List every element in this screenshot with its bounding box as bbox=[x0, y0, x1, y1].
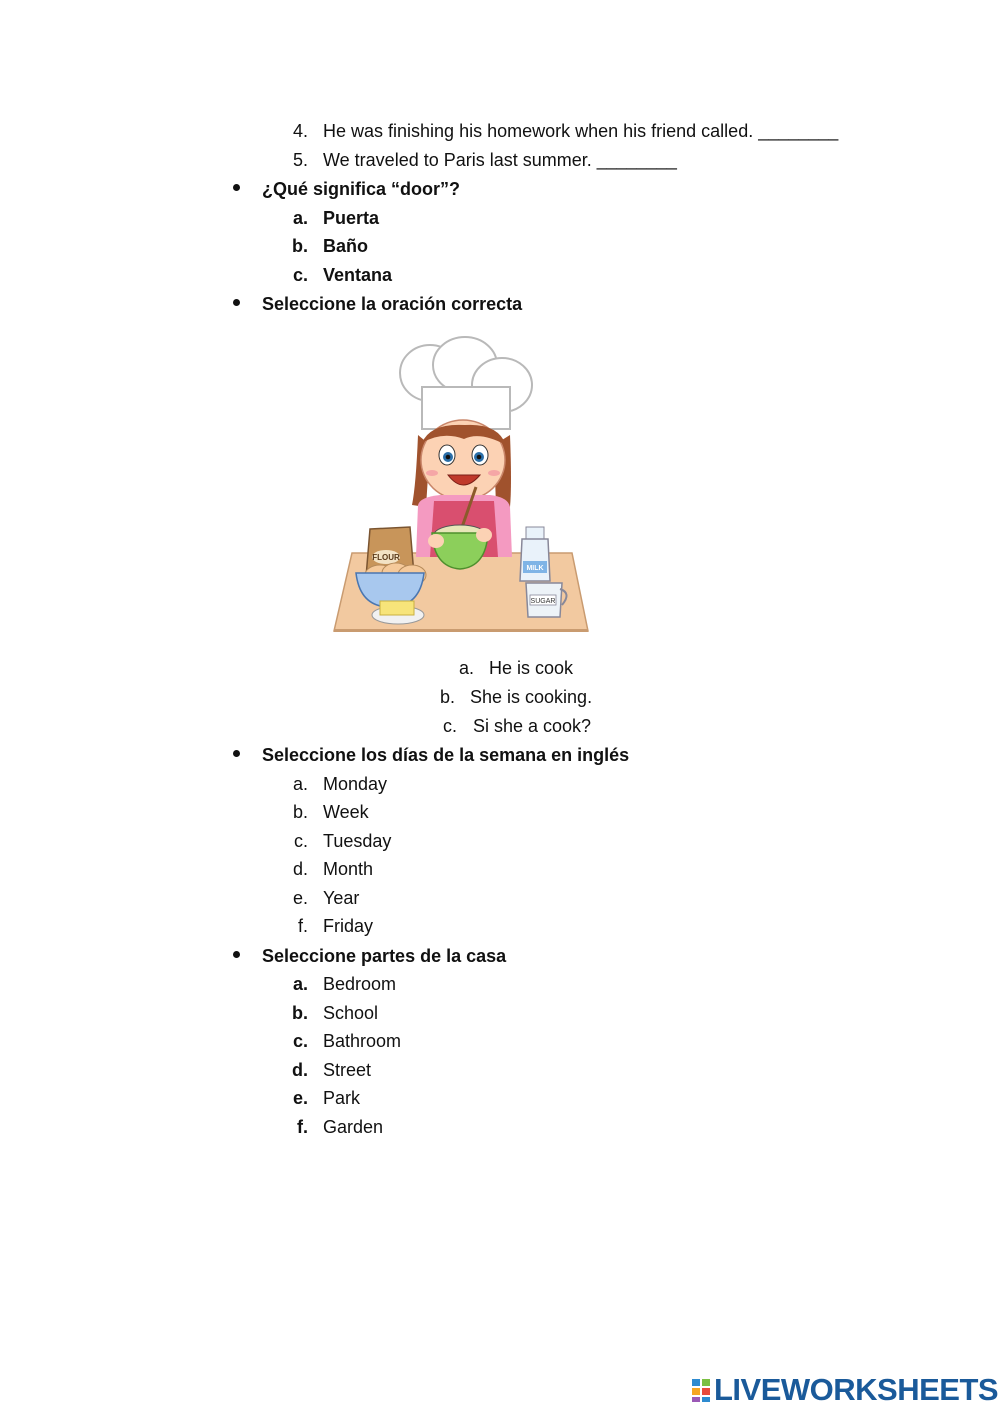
list-number: 5. bbox=[292, 150, 308, 170]
bullet-icon bbox=[232, 945, 242, 955]
sentence-text: He was finishing his homework when his friend called. ________ bbox=[323, 121, 839, 141]
option-bano[interactable]: Baño bbox=[323, 236, 368, 256]
option-week[interactable]: Week bbox=[323, 802, 369, 822]
question-title: Seleccione los días de la semana en inglés bbox=[262, 745, 630, 765]
sugar-label: SUGAR bbox=[530, 598, 556, 605]
option-monday[interactable]: Monday bbox=[323, 774, 388, 794]
question-title: Seleccione partes de la casa bbox=[262, 946, 507, 966]
flour-label: FLOUR bbox=[372, 553, 400, 562]
option-garden[interactable]: Garden bbox=[323, 1117, 384, 1137]
option-park[interactable]: Park bbox=[323, 1088, 361, 1108]
option-marker: f. bbox=[297, 916, 308, 936]
option-bedroom[interactable]: Bedroom bbox=[323, 974, 397, 994]
option-street[interactable]: Street bbox=[323, 1060, 372, 1080]
option-marker: a. bbox=[292, 208, 308, 228]
option-friday[interactable]: Friday bbox=[323, 916, 374, 936]
option-marker: b. bbox=[440, 687, 456, 707]
option-bathroom[interactable]: Bathroom bbox=[323, 1031, 402, 1051]
milk-label: MILK bbox=[526, 565, 544, 572]
option-ventana[interactable]: Ventana bbox=[323, 265, 393, 285]
option-marker: e. bbox=[292, 888, 308, 908]
option-marker: b. bbox=[292, 236, 308, 256]
question-title: ¿Qué significa “door”? bbox=[262, 179, 461, 199]
option-year[interactable]: Year bbox=[323, 888, 360, 908]
option-marker: c. bbox=[293, 831, 308, 851]
option-marker: b. bbox=[292, 802, 308, 822]
option-he-is-cook[interactable]: He is cook bbox=[489, 658, 574, 678]
question-title: Seleccione la oración correcta bbox=[262, 294, 523, 314]
option-puerta[interactable]: Puerta bbox=[323, 208, 380, 228]
option-marker: d. bbox=[292, 859, 308, 879]
option-tuesday[interactable]: Tuesday bbox=[323, 831, 392, 851]
option-marker: a. bbox=[292, 974, 308, 994]
option-school[interactable]: School bbox=[323, 1003, 379, 1023]
option-marker: a. bbox=[459, 658, 475, 678]
option-marker: a. bbox=[292, 774, 308, 794]
sentence-text: We traveled to Paris last summer. ________ bbox=[323, 150, 677, 170]
option-marker: e. bbox=[292, 1088, 308, 1108]
bullet-icon bbox=[232, 293, 242, 303]
option-marker: d. bbox=[292, 1060, 308, 1080]
option-she-is-cooking[interactable]: She is cooking. bbox=[470, 687, 593, 707]
option-marker: c. bbox=[443, 716, 458, 736]
option-marker: b. bbox=[292, 1003, 308, 1023]
liveworksheets-mark-icon bbox=[692, 1377, 712, 1403]
logo-text: LIVEWORKSHEETS bbox=[714, 1372, 999, 1407]
option-marker: c. bbox=[292, 265, 308, 285]
option-si-she-a-cook[interactable]: Si she a cook? bbox=[473, 716, 592, 736]
chef-girl-illustration bbox=[330, 335, 592, 635]
option-marker: c. bbox=[292, 1031, 308, 1051]
option-marker: f. bbox=[297, 1117, 308, 1137]
list-number: 4. bbox=[292, 121, 308, 141]
bullet-icon bbox=[232, 178, 242, 188]
bullet-icon bbox=[232, 744, 242, 754]
liveworksheets-logo bbox=[692, 1374, 998, 1406]
option-month[interactable]: Month bbox=[323, 859, 374, 879]
